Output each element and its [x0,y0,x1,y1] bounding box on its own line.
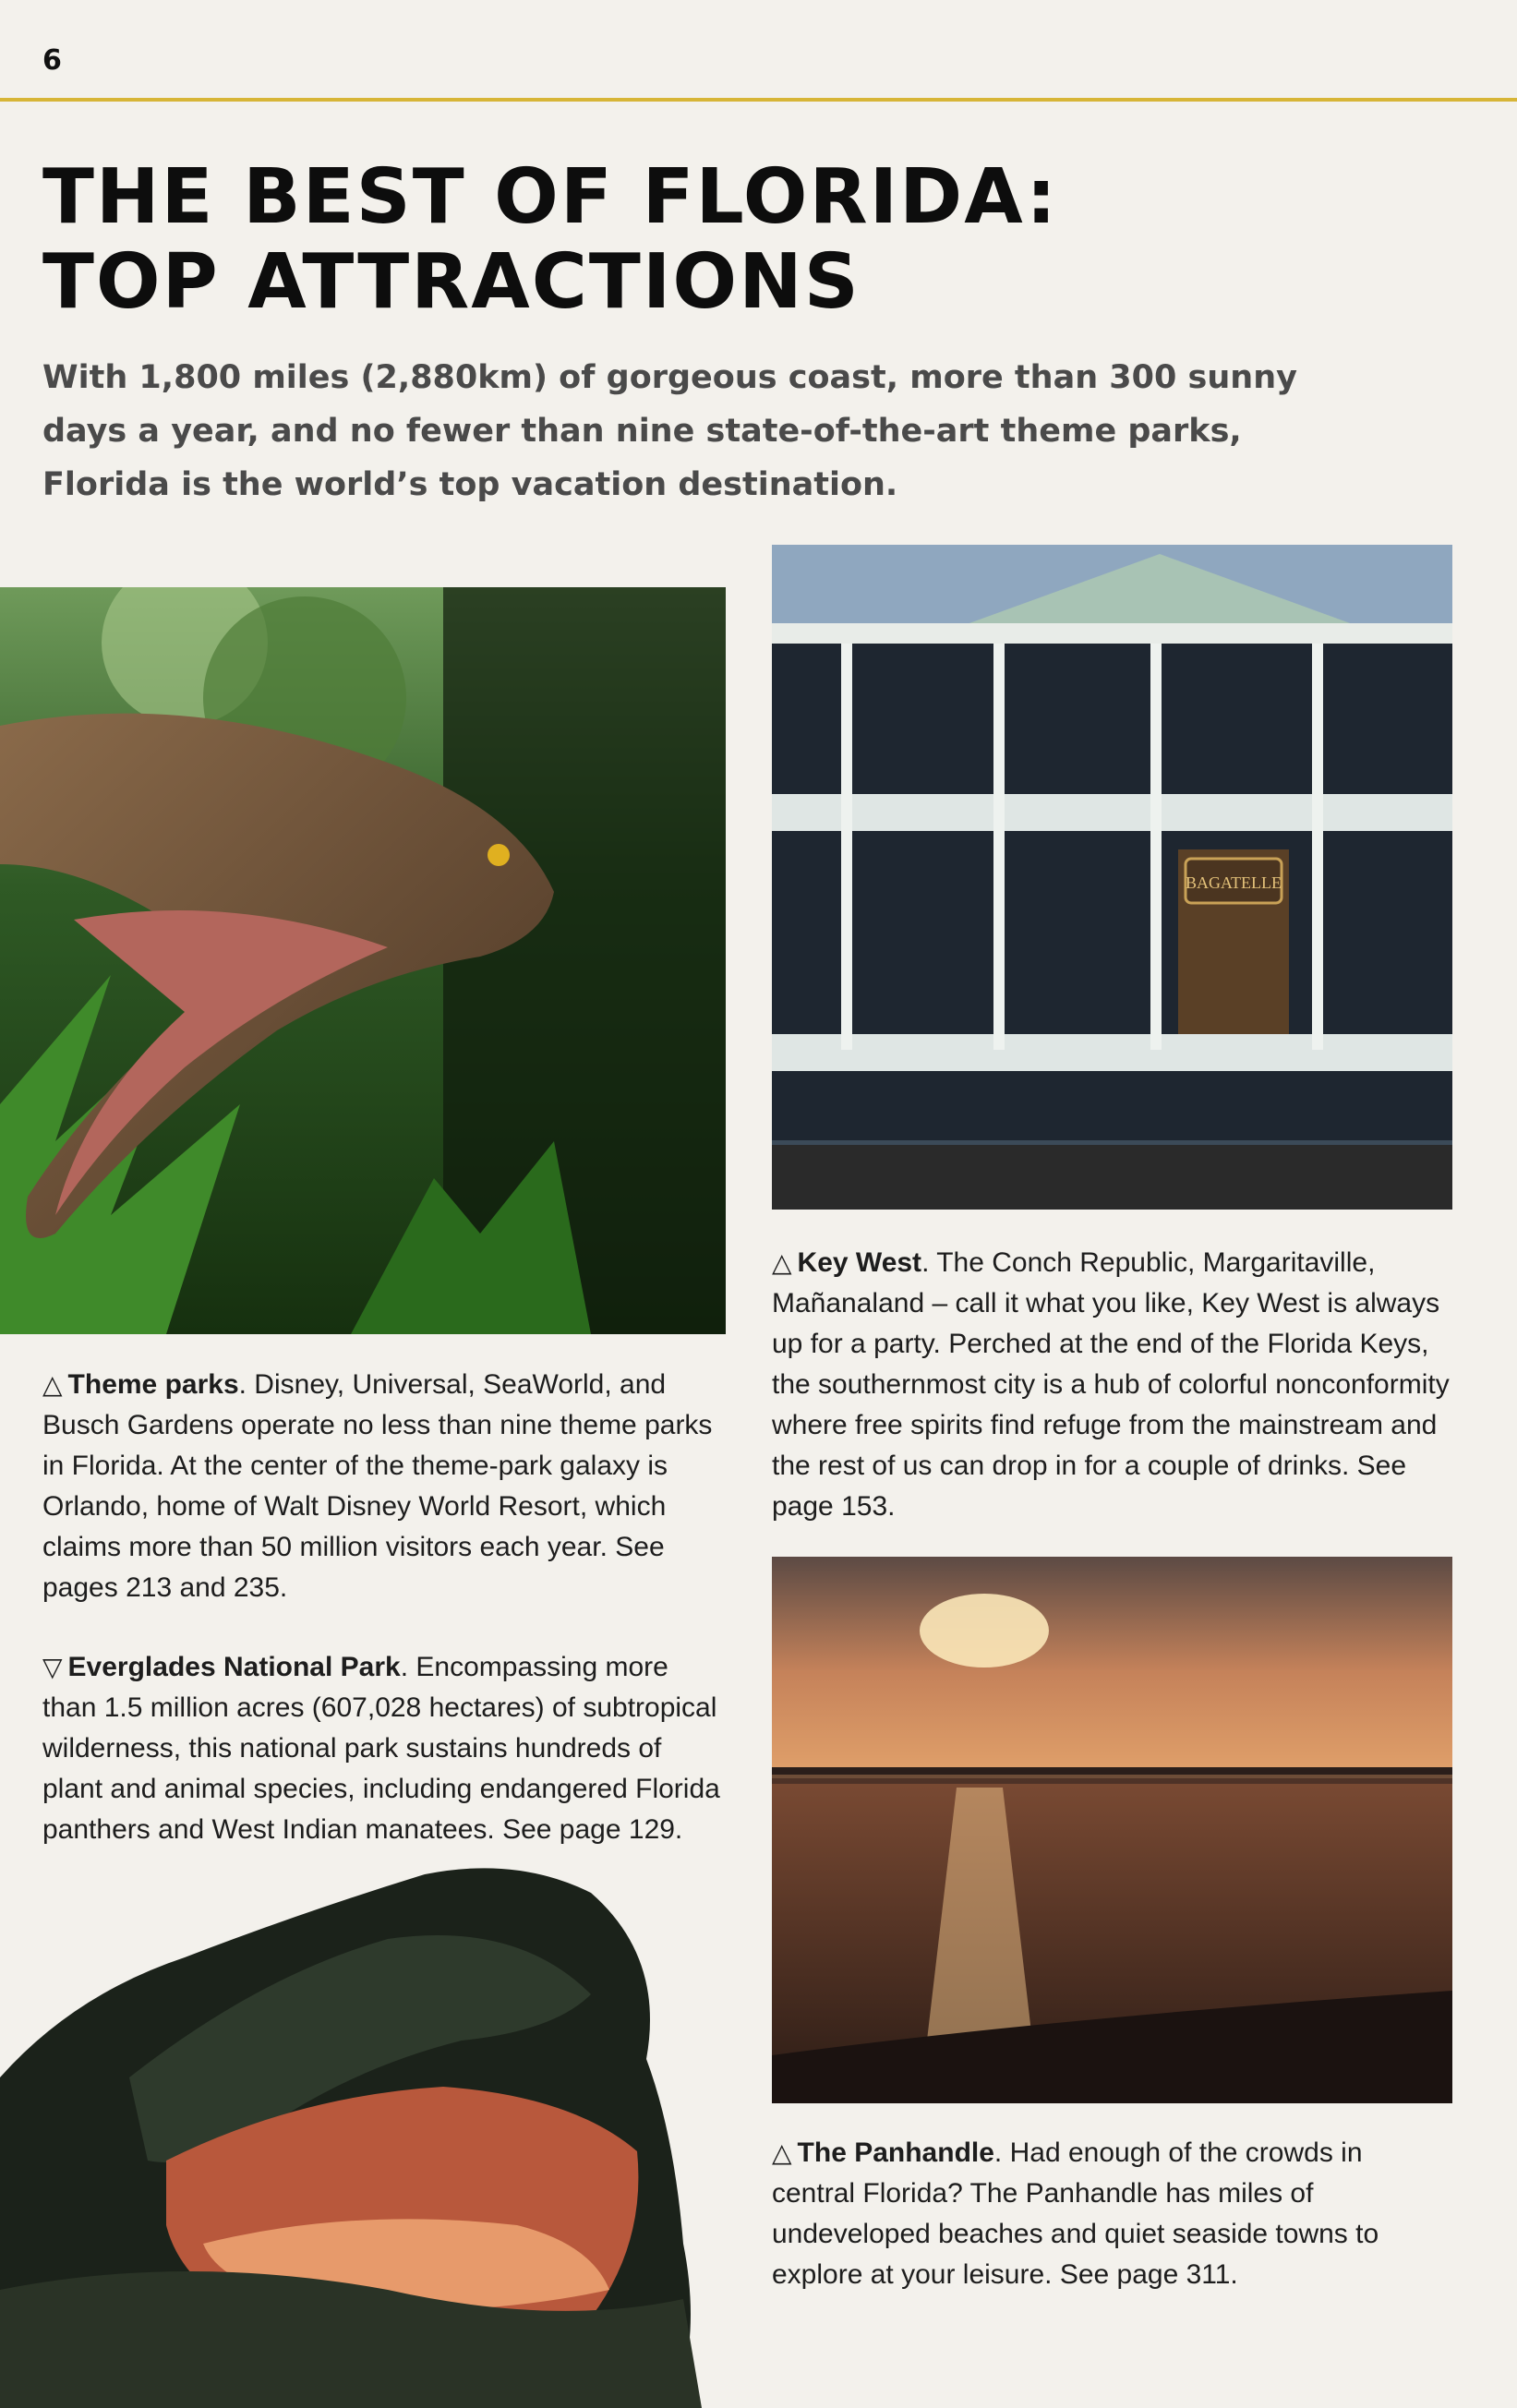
panhandle-text: . Had enough of the crowds in central Florida? The Panhandle has miles of undeveloped beaches and quiet seaside towns to explore at your leisure. See page 311. [772,2137,1379,2290]
key-west-text: . The Conch Republic, Margaritaville, Mañanaland – call it what you like, Key West is always up for a party. Perched at the end of the Florida Keys, the southernmost city is a hub of colorful nonconformity where free spirits find refuge from the mainstream and the rest of us can drop in for a couple of drinks. See page 153. [772,1247,1450,1522]
panhandle-caption [772,2133,1452,2295]
page-title [42,155,1243,325]
key-west-caption [772,1243,1452,1527]
theme-parks-heading: Theme parks [67,1369,239,1400]
title-line-1: THE BEST OF FLORIDA: [42,153,1058,241]
panhandle-sunset-photo [772,1557,1452,2103]
theme-park-dinosaur-photo [0,587,726,1334]
theme-parks-text: . Disney, Universal, SeaWorld, and Busch Gardens operate no less than nine theme parks in Florida. At the center of the theme-park galaxy is Orlando, home of Walt Disney World Resort, which claims more than 50 million visitors each year. See pages 213 and 235. [42,1369,713,1603]
down-triangle-icon: ▽ [42,1653,63,1681]
up-triangle-icon: △ [42,1370,63,1399]
everglades-caption [42,1647,726,1850]
panhandle-heading: The Panhandle [797,2137,994,2168]
everglades-text: . Encompassing more than 1.5 million acres (607,028 hectares) of subtropical wilderness, this national park sustains hundreds of plant and animal species, including endangered Florida panthers and West Indian manatees. See page 129. [42,1652,720,1845]
key-west-building-photo [772,545,1452,1210]
header-rule [0,98,1517,102]
theme-parks-caption [42,1365,726,1608]
up-triangle-icon: △ [772,2138,792,2167]
title-line-2: TOP ATTRACTIONS [42,238,861,326]
everglades-alligator-photo [0,1856,702,2408]
key-west-heading: Key West [797,1247,922,1278]
everglades-heading: Everglades National Park [67,1652,401,1682]
up-triangle-icon: △ [772,1248,792,1277]
bagatelle-sign: BAGATELLE [1186,873,1282,892]
intro-paragraph: With 1,800 miles (2,880km) of gorgeous coast, more than 300 sunny days a year, and no fewer than nine state-of-the-art theme parks, Florida is the world’s top vacation destination. [42,359,1297,503]
page-number: 6 [42,44,62,77]
